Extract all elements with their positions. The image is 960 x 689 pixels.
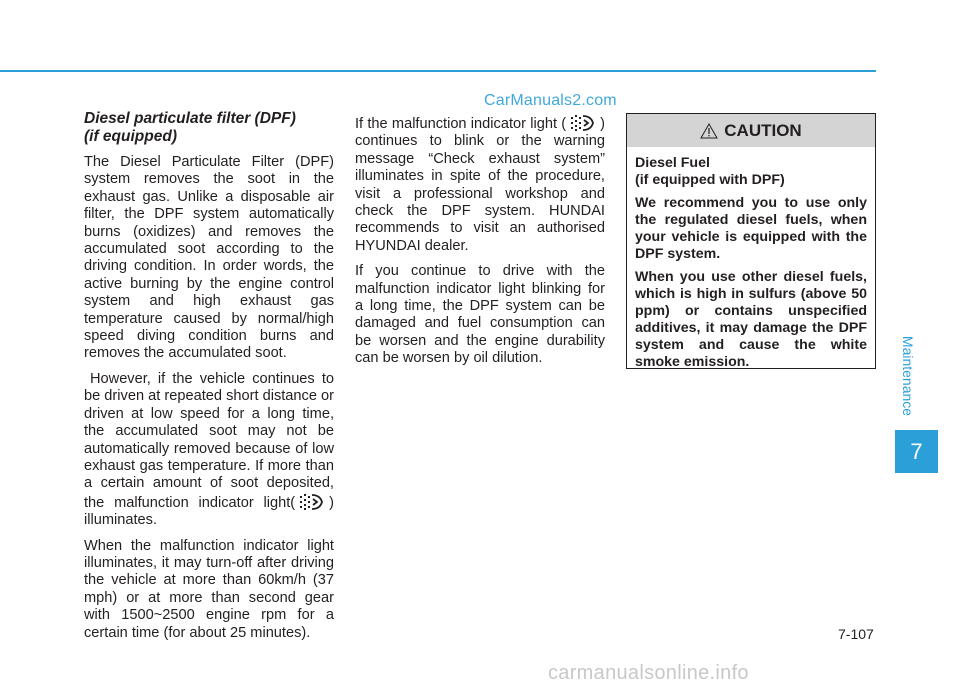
section-title (84, 110, 334, 146)
paragraph-dpf-intro: The Diesel Particulate Filter (DPF) system removes the soot in the exhaust gas. Unlike a disposable air filter, the DPF system automatically burns (oxidizes) and removes the accumulated soot according to the driving condition. In order words, the active burning by the engine control system and high exhaust gas temperature caused by normal/high speed diving condition burns and removes the accumulated soot. (84, 154, 334, 362)
section-title-line2: (if equipped) (84, 128, 177, 145)
caution-paragraph-regulated-fuel: We recommend you to use only the regulated diesel fuels, when your vehicle is equipped with the DPF system. (635, 195, 867, 262)
caution-heading: CAUTION (724, 120, 802, 140)
paragraph-short-distance (84, 371, 334, 530)
paragraph-blinking-text: If the malfunction indicator light ( (355, 116, 567, 132)
dpf-indicator-icon (299, 493, 325, 511)
column-middle (355, 114, 605, 376)
caution-body (627, 147, 875, 371)
chapter-label (898, 336, 918, 416)
dpf-indicator-icon (570, 114, 596, 132)
page-number: 7-107 (838, 626, 874, 642)
header-rule (0, 70, 876, 72)
paragraph-short-distance-text: However, if the vehicle continues to be driven at repeated short distance or driven at low speed for a long time, the accumulated soot may not be automatically removed because of low exhaust gas temperature. If more than a certain amount of soot deposited, the malfunction indicator light( (84, 370, 334, 511)
paragraph-continue-driving: If you continue to drive with the malfunction indicator light blinking for a long time, the DPF system can be damaged and fuel consumption can be worsen and the engine durability can be worsen by oil dilution. (355, 263, 605, 367)
caution-title-line2: (if equipped with DPF) (635, 172, 785, 188)
caution-paragraph-sulfur: When you use other diesel fuels, which is high in sulfurs (above 50 ppm) or contains unspecified additives, it may damage the DPF system and cause the white smoke emission. (635, 269, 867, 370)
caution-title-line1: Diesel Fuel (635, 155, 710, 171)
paragraph-blinking (355, 114, 605, 255)
watermark-top: CarManuals2.com (484, 92, 617, 109)
section-title-line1: Diesel particulate filter (DPF) (84, 110, 296, 127)
paragraph-short-distance-end: ) illuminates. (84, 494, 334, 529)
chapter-number-tab: 7 (895, 430, 938, 473)
column-left (84, 110, 334, 650)
paragraph-blinking-end: ) continues to blink or the warning message “Check exhaust system” illuminates in spite of the procedure, visit a professional workshop and check the DPF system. HUNDAI recommends to visit an authorised HYUNDAI dealer. (355, 116, 605, 254)
warning-triangle-icon (700, 123, 718, 139)
chapter-label-text: Maintenance (900, 335, 916, 417)
caution-box (626, 113, 876, 369)
watermark-bottom: carmanualsonline.info (548, 662, 749, 684)
caution-title (635, 155, 867, 189)
caution-header (627, 114, 875, 147)
paragraph-turn-off: When the malfunction indicator light illuminates, it may turn-off after driving the vehicle at more than 60km/h (37 mph) or at more than second gear with 1500~2500 engine rpm for a certain time (for about 25 minutes). (84, 537, 334, 641)
